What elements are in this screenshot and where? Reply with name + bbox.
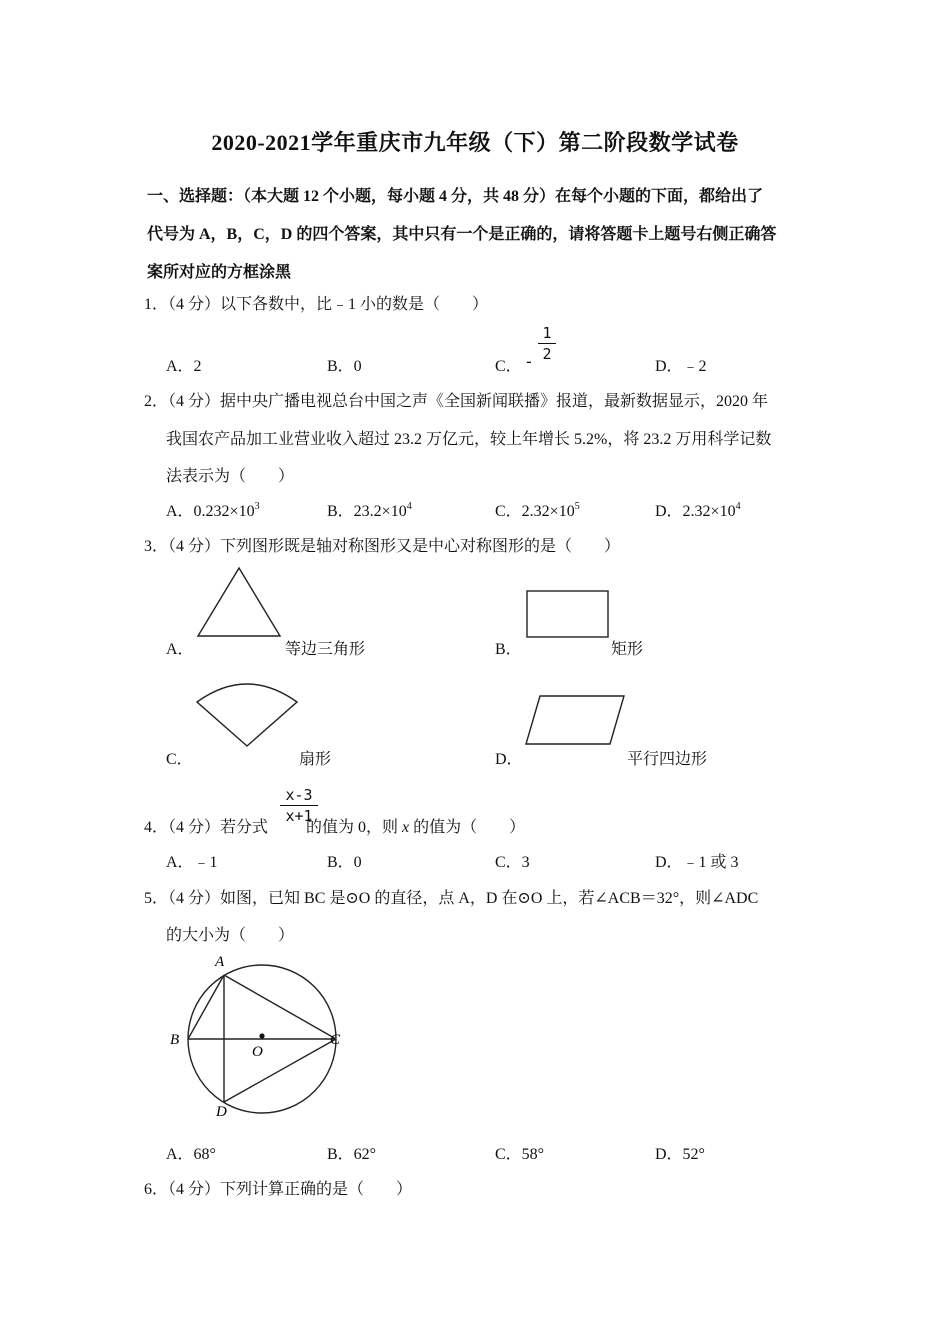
question-2-option-a [166,498,260,521]
question-4-text-post-a: 的值为 0，则 [306,819,403,836]
question-2-text-line-2: 我国农产品加工业营业收入超过 23.2 万亿元，较上年增长 5.2%，将 23.2 万用科学记数 [166,431,772,448]
page-title: 2020-2021学年重庆市九年级（下）第二阶段数学试卷 [211,130,739,155]
sector-figure [194,680,300,750]
rectangle-figure [526,590,610,638]
question-3-option-b-label: B． [495,641,522,658]
question-6-text: （4 分）下列计算正确的是（ ） [168,1181,413,1198]
question-4-option-b: B．0 [327,854,362,871]
question-3-text: （4 分）下列图形既是轴对称图形又是中心对称图形的是（ ） [168,538,621,555]
question-2-option-d [655,498,741,521]
question-3-option-b-shape: 矩形 [611,641,644,658]
question-5-option-a: A．68° [166,1146,216,1163]
question-3-number: 3． [144,538,169,555]
question-4-option-d: D．﹣1 或 3 [655,854,739,871]
fraction-denominator: 2 [542,345,552,363]
question-5-option-b: B．62° [327,1146,377,1163]
segment-ac [224,975,336,1039]
option-exponent: 4 [735,501,741,512]
center-point [259,1033,264,1038]
question-3-option-d-label: D． [495,751,523,768]
question-3-stem [144,533,620,556]
parallelogram-figure [524,694,626,746]
question-1-option-b: B．0 [327,358,362,375]
question-3-option-c-shape: 扇形 [299,751,332,768]
question-4-number: 4． [144,819,169,836]
question-2-text-line-1: （4 分）据中央广播电视总台中国之声《全国新闻联播》报道，最新数据显示，2020 年 [168,393,769,410]
option-label: D．2.32×10 [655,503,736,520]
option-label: C．2.32×10 [495,503,575,520]
question-5-option-c: C．58° [495,1146,545,1163]
section-instructions-line-3: 案所对应的方框涂黑 [147,264,292,281]
question-6-stem [144,1176,412,1199]
question-4-text-pre: （4 分）若分式 [168,819,269,836]
option-exponent: 4 [406,501,412,512]
question-1-stem [144,291,488,314]
option-exponent: 3 [254,501,260,512]
option-label: B．23.2×10 [327,503,407,520]
point-label-b: B [170,1032,180,1048]
question-4-text-post-b: 的值为（ ） [409,819,526,836]
question-5-option-d: D．52° [655,1146,705,1163]
fraction-numerator: x-3 [285,786,313,804]
question-2-option-c [495,498,580,521]
question-3-option-a-label: A． [166,641,194,658]
question-1-option-c: C． [495,358,522,375]
question-1-number: 1． [144,296,169,313]
point-label-o: O [252,1044,263,1060]
option-exponent: 5 [574,501,580,512]
question-5-text-line-1: （4 分）如图，已知 BC 是⊙O 的直径，点 A，D 在⊙O 上，若∠ACB＝32°，则∠ADC [168,890,759,907]
question-4-fraction [280,786,318,825]
question-1-option-c-sign: - [526,352,532,371]
question-3-option-c-label: C． [166,751,193,768]
question-1-option-c-fraction [538,324,556,363]
question-4-option-c: C．3 [495,854,530,871]
question-1-option-a: A．2 [166,358,202,375]
section-instructions-line-2: 代号为 A，B，C，D 的四个答案，其中只有一个是正确的，请将答题卡上题号右侧正确答 [147,226,777,243]
question-2-number: 2． [144,393,169,410]
question-2-stem [144,388,768,411]
question-1-option-d: D．﹣2 [655,358,707,375]
point-label-d: D [216,1104,227,1120]
segment-ab [188,975,224,1039]
fraction-denominator: x+1 [285,807,313,825]
equilateral-triangle-figure [196,566,282,638]
option-label: A．0.232×10 [166,503,255,520]
question-5-text-line-2: 的大小为（ ） [166,927,295,944]
question-4-variable: x [402,819,410,836]
question-6-number: 6． [144,1181,169,1198]
question-5-stem [144,885,758,908]
question-4-option-a: A．﹣1 [166,854,218,871]
circle-geometry-figure [160,950,360,1120]
question-3-option-d-shape: 平行四边形 [627,751,708,768]
question-5-number: 5． [144,890,169,907]
fraction-numerator: 1 [542,324,552,342]
question-3-option-a-shape: 等边三角形 [285,641,366,658]
question-2-option-b [327,498,412,521]
question-2-text-line-3: 法表示为（ ） [166,468,295,485]
question-1-text: （4 分）以下各数中，比﹣1 小的数是（ ） [168,296,489,313]
point-label-c: C [330,1032,341,1048]
question-4-stem [144,814,525,837]
section-instructions-line-1: 一、选择题：（本大题 12 个小题，每小题 4 分，共 48 分）在每个小题的下面，都给出了 [147,188,764,205]
segment-dc [224,1039,336,1102]
point-label-a: A [215,954,225,970]
